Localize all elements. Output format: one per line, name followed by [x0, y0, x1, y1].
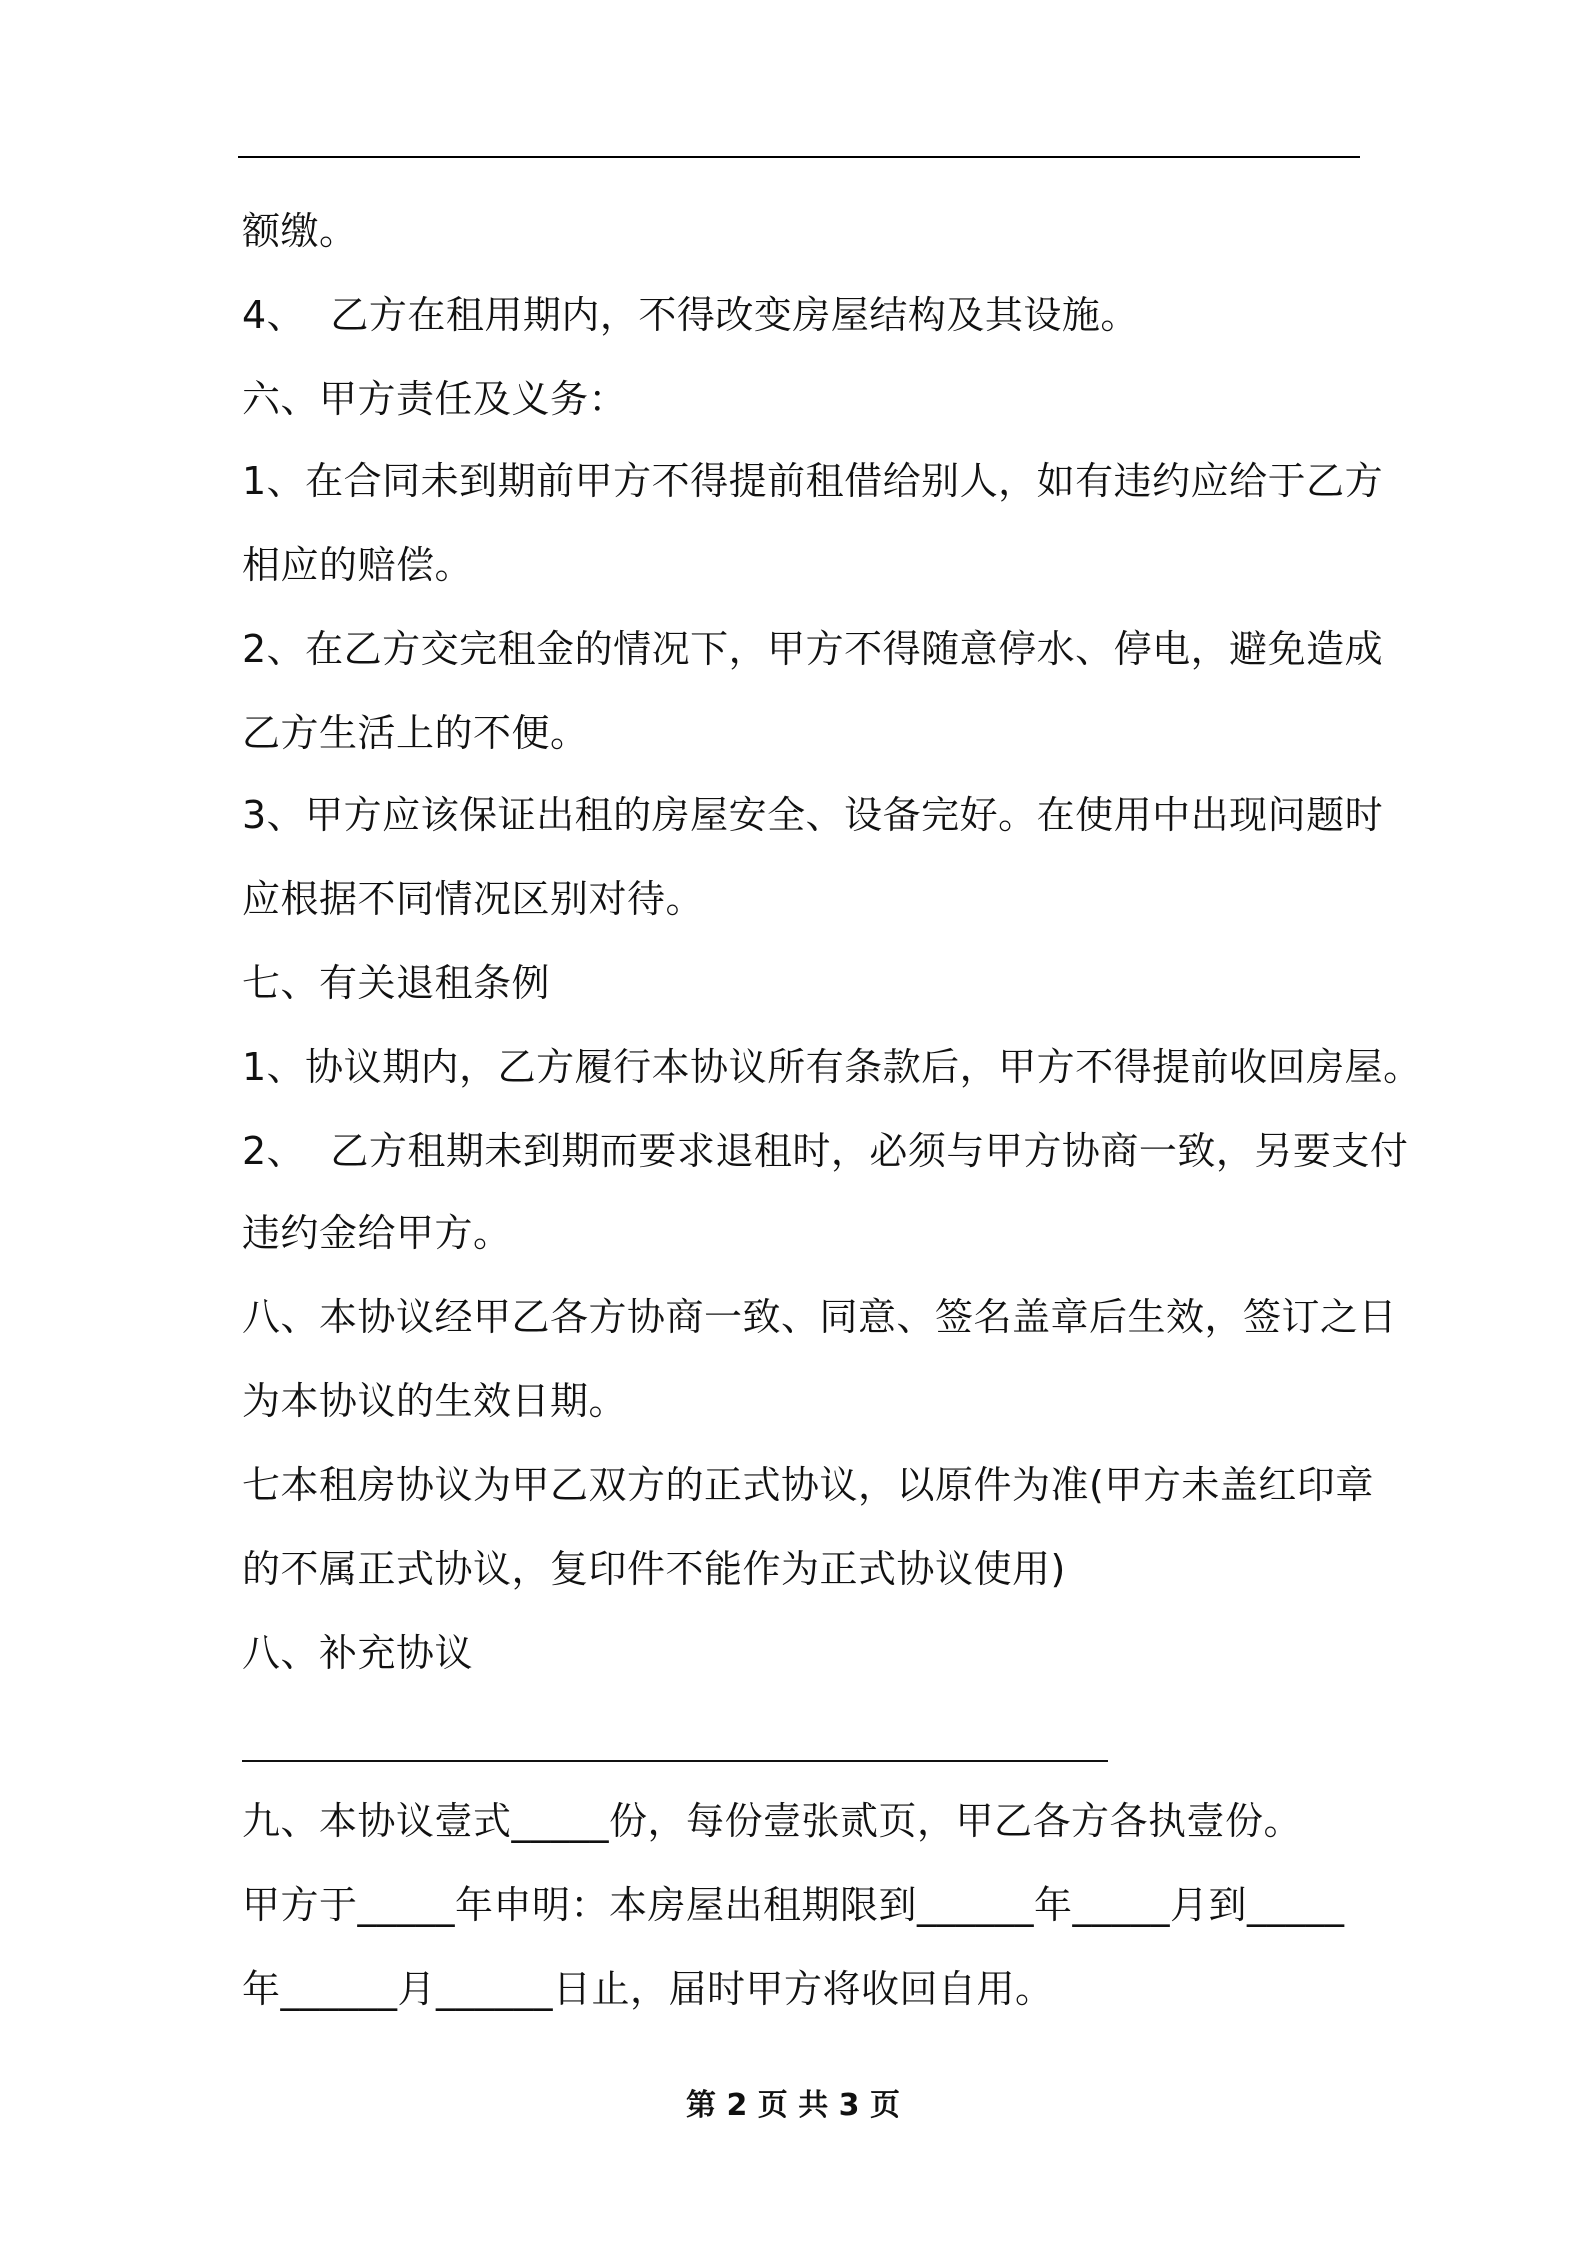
- text-line: 3、甲方应该保证出租的房屋安全、设备完好。在使用中出现问题时: [242, 793, 1384, 837]
- header-rule: [238, 156, 1360, 158]
- text-line: 年______月______日止，届时甲方将收回自用。: [242, 1967, 1054, 2011]
- text-line: 违约金给甲方。: [242, 1211, 512, 1255]
- section-heading: 八、补充协议: [242, 1631, 474, 1675]
- text-line: 甲方于_____年申明：本房屋出租期限到______年_____月到_____: [242, 1883, 1345, 1927]
- text-line: 2、在乙方交完租金的情况下，甲方不得随意停水、停电，避免造成: [242, 627, 1384, 671]
- text-line: 的不属正式协议，复印件不能作为正式协议使用): [242, 1547, 1066, 1591]
- text-line: 七本租房协议为甲乙双方的正式协议，以原件为准(甲方未盖红印章: [242, 1463, 1374, 1507]
- text-line: 为本协议的生效日期。: [242, 1379, 628, 1423]
- supplement-blank-line: [242, 1760, 1108, 1762]
- text-line: 相应的赔偿。: [242, 543, 474, 587]
- text-line: 八、本协议经甲乙各方协商一致、同意、签名盖章后生效，签订之日: [242, 1295, 1398, 1339]
- section-heading: 七、有关退租条例: [242, 961, 551, 1005]
- text-line: 九、本协议壹式_____份，每份壹张贰页，甲乙各方各执壹份。: [242, 1799, 1303, 1843]
- text-line: 1、协议期内，乙方履行本协议所有条款后，甲方不得提前收回房屋。: [242, 1045, 1422, 1089]
- text-line: 应根据不同情况区别对待。: [242, 877, 705, 921]
- text-line: 乙方生活上的不便。: [242, 711, 589, 755]
- text-line: 1、在合同未到期前甲方不得提前租借给别人，如有违约应给于乙方: [242, 459, 1384, 503]
- text-line: 2、 乙方租期未到期而要求退租时，必须与甲方协商一致，另要支付: [242, 1129, 1409, 1173]
- text-line: 4、 乙方在租用期内，不得改变房屋结构及其设施。: [242, 293, 1139, 337]
- text-line: 额缴。: [242, 209, 358, 253]
- section-heading: 六、甲方责任及义务：: [242, 377, 628, 421]
- page-number: 第 2 页 共 3 页: [686, 2088, 900, 2123]
